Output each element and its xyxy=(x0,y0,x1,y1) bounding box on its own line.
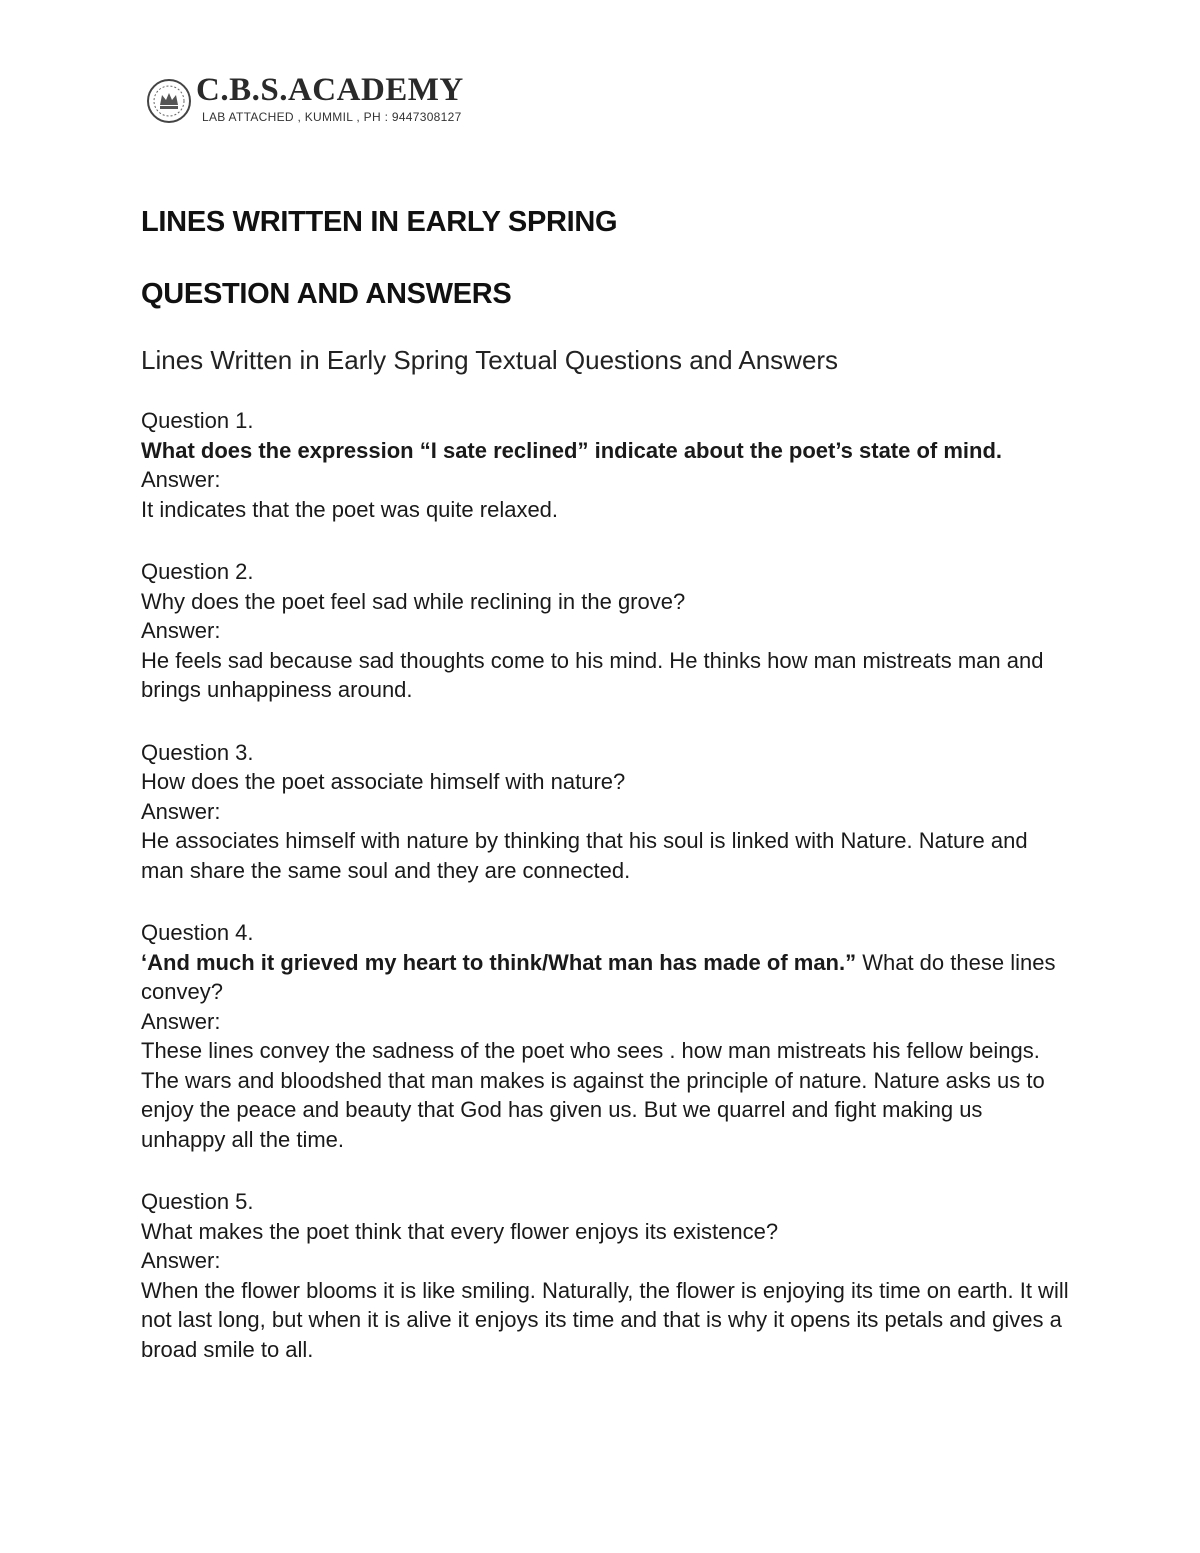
answer-text: He feels sad because sad thoughts come to his mind. He thinks how man mistreats man and brings unhappiness around. xyxy=(141,647,1044,702)
qa-item xyxy=(141,738,1071,886)
question-label: Question 5. xyxy=(141,1189,254,1214)
question-text: What do these lines convey? xyxy=(141,949,1056,1004)
question-label: Question 4. xyxy=(141,920,254,945)
answer-label: Answer: xyxy=(141,618,221,643)
letterhead xyxy=(146,72,646,126)
answer-label: Answer: xyxy=(141,1008,221,1034)
answer-text: These lines convey the sadness of the poet who sees . how man mistreats his fellow beings. The wars and bloodshed that man makes is against the principle of nature. Nature asks us to enjoy the peace and beauty that God has given us. But we quarrel and fight making us unhappy all the time. xyxy=(141,1038,1045,1152)
qa-item xyxy=(141,406,1071,524)
answer-label: Answer: xyxy=(141,1248,221,1273)
answer-label: Answer: xyxy=(141,798,221,824)
document-intro: Lines Written in Early Spring Textual Questions and Answers xyxy=(141,345,839,375)
answer-text: He associates himself with nature by thinking that his soul is linked with Nature. Nature and man share the same soul and they are connected. xyxy=(141,828,1028,883)
answer-text: It indicates that the poet was quite relaxed. xyxy=(141,496,559,522)
answer-label: Answer: xyxy=(141,467,221,492)
question-text: What makes the poet think that every flower enjoys its existence? xyxy=(141,1218,779,1244)
question-text-wrapper xyxy=(141,948,1071,1007)
question-label: Question 2. xyxy=(141,559,254,584)
question-label: Question 1. xyxy=(141,408,254,433)
academy-contact: LAB ATTACHED , KUMMIL , PH : 9447308127 xyxy=(202,110,462,124)
seal-icon xyxy=(146,78,192,124)
qa-list xyxy=(141,406,1071,1397)
qa-item xyxy=(141,918,1071,1154)
document-subtitle: QUESTION AND ANSWERS xyxy=(141,278,512,310)
question-quote: ‘And much it grieved my heart to think/What man has made of man.” xyxy=(141,949,857,975)
qa-item xyxy=(141,1187,1071,1364)
document-title: LINES WRITTEN IN EARLY SPRING xyxy=(141,206,618,238)
qa-item xyxy=(141,557,1071,705)
academy-name: C.B.S.ACADEMY xyxy=(196,72,464,108)
question-label: Question 3. xyxy=(141,739,254,765)
answer-text: When the flower blooms it is like smiling. Naturally, the flower is enjoying its time on earth. It will not last long, but when it is alive it enjoys its time and that is why it opens its petals and gives a broad smile to all. xyxy=(141,1277,1069,1362)
question-text: How does the poet associate himself with nature? xyxy=(141,769,626,794)
question-text: Why does the poet feel sad while reclining in the grove? xyxy=(141,588,686,614)
question-text: What does the expression “I sate reclined” indicate about the poet’s state of mind. xyxy=(141,437,1003,463)
